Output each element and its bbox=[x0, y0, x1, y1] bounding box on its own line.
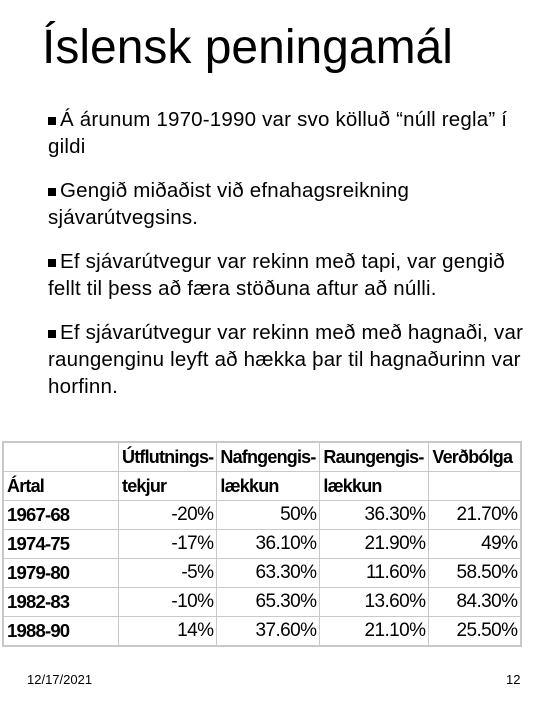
value-cell: -5% bbox=[119, 559, 217, 588]
table-header-cell: lækkun bbox=[320, 472, 429, 501]
bullet-text: Ef sjávarútvegur var rekinn með tapi, var gengið fellt til þess að færa stöðuna aftur að núlli. bbox=[48, 250, 505, 300]
footer-date: 12/17/2021 bbox=[27, 672, 93, 687]
value-cell: 50% bbox=[217, 501, 320, 530]
data-table-container bbox=[2, 441, 522, 647]
page-number: 12 bbox=[506, 672, 521, 687]
value-cell: 37.60% bbox=[217, 617, 320, 646]
slide-title: Íslensk peningamál bbox=[42, 21, 453, 74]
table-row bbox=[4, 617, 521, 646]
table-row bbox=[4, 501, 521, 530]
table-header-cell: tekjur bbox=[119, 472, 217, 501]
table-header-cell: Raungengis- bbox=[320, 443, 429, 472]
value-cell: 21.70% bbox=[429, 501, 521, 530]
square-bullet-icon bbox=[48, 117, 56, 125]
value-cell: -20% bbox=[119, 501, 217, 530]
bullet-text: Ef sjávarútvegur var rekinn með með hagnaði, var raungenginu leyft að hækka þar til hagnaðurinn var horfinn. bbox=[48, 321, 524, 398]
table-header-row bbox=[4, 443, 521, 472]
value-cell: 14% bbox=[119, 617, 217, 646]
year-cell: 1979-80 bbox=[4, 559, 119, 588]
value-cell: 25.50% bbox=[429, 617, 521, 646]
table-header-cell: Verðbólga bbox=[429, 443, 521, 472]
year-cell: 1982-83 bbox=[4, 588, 119, 617]
value-cell: 21.10% bbox=[320, 617, 429, 646]
value-cell: 21.90% bbox=[320, 530, 429, 559]
value-cell: 13.60% bbox=[320, 588, 429, 617]
data-table bbox=[3, 442, 521, 646]
value-cell: 63.30% bbox=[217, 559, 320, 588]
bullet-text: Gengið miðaðist við efnahagsreikning sjávarútvegsins. bbox=[48, 179, 410, 229]
value-cell: -10% bbox=[119, 588, 217, 617]
year-cell: 1988-90 bbox=[4, 617, 119, 646]
bullet-item bbox=[48, 248, 526, 302]
square-bullet-icon bbox=[48, 188, 56, 196]
square-bullet-icon bbox=[48, 330, 56, 338]
value-cell: 36.30% bbox=[320, 501, 429, 530]
bullet-text: Á árunum 1970-1990 var svo kölluð “núll regla” í gildi bbox=[48, 108, 508, 158]
table-header-cell: lækkun bbox=[217, 472, 320, 501]
table-header-cell: Útflutnings- bbox=[119, 443, 217, 472]
year-cell: 1974-75 bbox=[4, 530, 119, 559]
table-header-cell bbox=[4, 443, 119, 472]
value-cell: 36.10% bbox=[217, 530, 320, 559]
value-cell: 49% bbox=[429, 530, 521, 559]
bullet-item bbox=[48, 177, 526, 231]
value-cell: 11.60% bbox=[320, 559, 429, 588]
bullet-list bbox=[48, 106, 526, 417]
bullet-item bbox=[48, 319, 526, 400]
value-cell: 65.30% bbox=[217, 588, 320, 617]
table-row bbox=[4, 559, 521, 588]
table-header-cell: Nafngengis- bbox=[217, 443, 320, 472]
table-row bbox=[4, 530, 521, 559]
value-cell: -17% bbox=[119, 530, 217, 559]
table-row bbox=[4, 588, 521, 617]
year-cell: 1967-68 bbox=[4, 501, 119, 530]
value-cell: 84.30% bbox=[429, 588, 521, 617]
value-cell: 58.50% bbox=[429, 559, 521, 588]
bullet-item bbox=[48, 106, 526, 160]
table-header-cell: Ártal bbox=[4, 472, 119, 501]
table-header-row bbox=[4, 472, 521, 501]
square-bullet-icon bbox=[48, 259, 56, 267]
table-header-cell bbox=[429, 472, 521, 501]
